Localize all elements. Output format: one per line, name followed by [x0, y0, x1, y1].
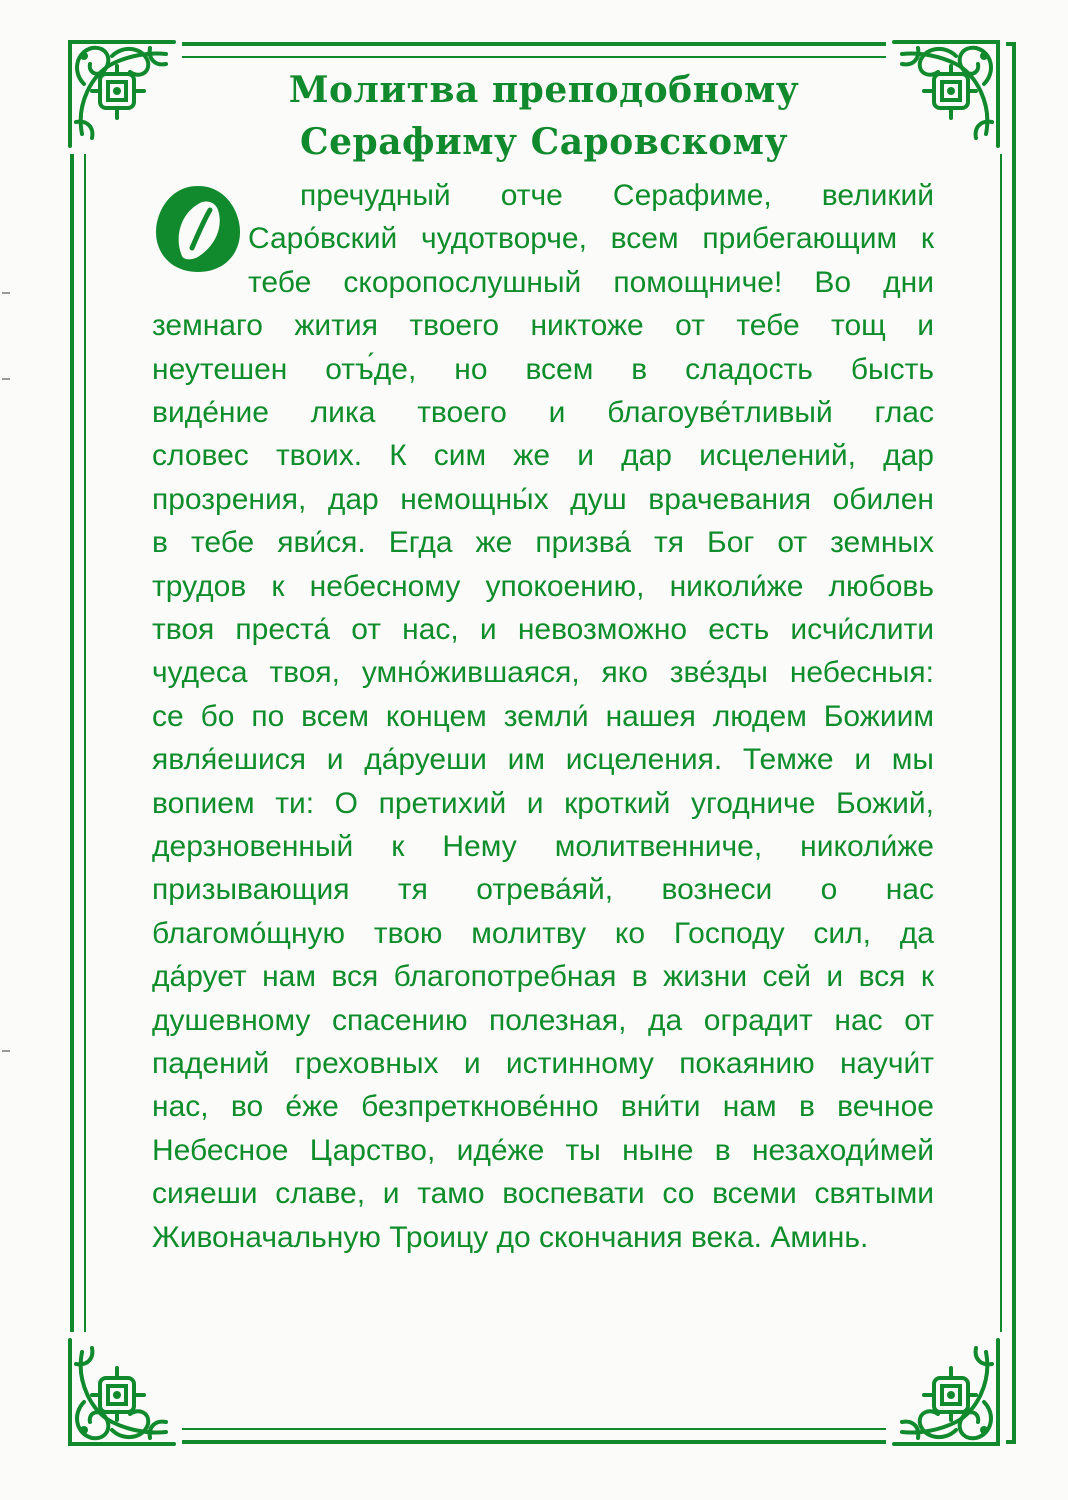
prayer-line: призывающия тя отрева́яй, вознеси о нас [152, 873, 934, 907]
prayer-line: падений греховных и истинному покаянию научи́т [152, 1047, 934, 1080]
prayer-line: земнаго жития твоего никтоже от тебе тощ и [152, 309, 934, 343]
prayer-line: в тебе яви́ся. Егда же призва́ тя Бог от земных [152, 526, 934, 560]
drop-cap-o-icon [152, 182, 244, 274]
prayer-line: прозрения, дар немощны́х душ врачевания обилен [152, 482, 934, 516]
prayer-line: нас, во е́же безпреткнове́нно вни́ти нам в вечное [152, 1090, 934, 1124]
prayer-line: Саро́вский чудотворче, всем прибегающим к [248, 222, 934, 256]
title-line-2: Серафиму Саровскому [300, 121, 788, 163]
celtic-knot-corner-icon [62, 1332, 182, 1452]
prayer-line: вопием ти: О претихий и кроткий угодниче Божий, [152, 786, 934, 820]
prayer-line: се бо по всем концем земли́ нашея людем Божиим [152, 699, 934, 733]
prayer-line: сияеши славе, и тамо воспевати со всеми святыми [152, 1177, 934, 1211]
prayer-line: душевному спасению полезная, да оградит нас от [152, 1003, 934, 1037]
prayer-line: да́рует нам вся благопотребная в жизни сей и вся к [152, 960, 934, 994]
title-line-1: Молитва преподобному [288, 69, 800, 111]
prayer-line: неутешен отъ́де, но всем в сладость бысть [152, 352, 934, 386]
prayer-line: тебе скоропослушный помощниче! Во дни [248, 265, 934, 299]
binding-mark [2, 292, 10, 294]
binding-mark [2, 378, 10, 380]
prayer-line: дерзновенный к Нему молитвенниче, николи́же [152, 830, 934, 863]
prayer-line: пречудный отче Серафиме, великий [300, 179, 934, 212]
celtic-knot-corner-icon [62, 34, 182, 154]
celtic-knot-corner-icon [886, 1332, 1006, 1452]
prayer-line: явля́ешися и да́руеши им исцеления. Темже и мы [152, 743, 934, 777]
prayer-line: благомо́щную твою молитву ко Господу сил, да [152, 916, 934, 950]
prayer-line: трудов к небесному упокоению, николи́же любовь [152, 569, 934, 603]
prayer-line: виде́ние лика твоего и благоуве́тливый глас [152, 396, 934, 429]
prayer-line: Небесное Царство, иде́же ты ныне в незаходи́мей [152, 1133, 934, 1167]
prayer-line: словес твоих. К сим же и дар исцелений, дар [152, 439, 934, 473]
prayer-line: чудеса твоя, умно́жившаяся, яко зве́зды небесныя: [152, 656, 934, 690]
prayer-line: Живоначальную Троицу до скончания века. Аминь. [152, 1220, 869, 1254]
prayer-line: твоя преста́ от нас, и невозможно есть исчи́слити [152, 613, 934, 646]
binding-mark [2, 1050, 10, 1052]
